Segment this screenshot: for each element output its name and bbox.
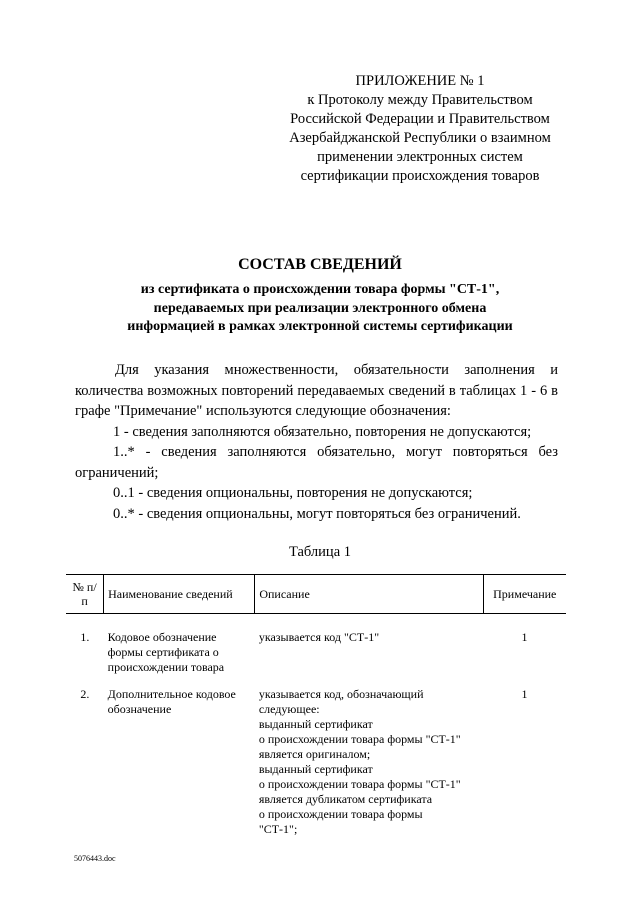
- file-name-footer: 5076443.doc: [74, 854, 116, 863]
- subtitle-line: передаваемых при реализации электронного обмена: [153, 300, 487, 316]
- description-line: является дубликатом сертификата: [258, 792, 433, 806]
- appendix-line: сертификации происхождения товаров: [300, 168, 540, 184]
- intro-section: [75, 360, 558, 524]
- description-line: "СТ-1";: [258, 822, 298, 836]
- legend-item: 1 - сведения заполняются обязательно, повторения не допускаются;: [113, 423, 532, 440]
- appendix-line: Российской Федерации и Правительством: [290, 111, 550, 127]
- description-line: указывается код, обозначающий: [258, 687, 424, 701]
- header-num: № п/п: [66, 575, 104, 614]
- appendix-line: к Протоколу между Правительством: [307, 92, 533, 108]
- row-name: Дополнительное кодовое обозначение: [107, 687, 236, 716]
- legend-item: 0..1 - сведения опциональны, повторения не допускаются;: [113, 485, 473, 501]
- table-caption: Таблица 1: [288, 544, 351, 560]
- table-header-row: [66, 575, 566, 614]
- header-name: Наименование сведений: [104, 575, 255, 614]
- appendix-header: [270, 72, 570, 186]
- table-row: [66, 675, 566, 837]
- legend-item: 0..* - сведения опциональны, могут повторяться без ограничений.: [113, 505, 521, 522]
- subtitle-line: из сертификата о происхождении товара формы "СТ-1",: [140, 282, 500, 297]
- description-line: о происхождении товара формы: [258, 807, 423, 821]
- row-num: 1.: [80, 630, 90, 644]
- row-description: [255, 614, 483, 676]
- row-description: [255, 675, 483, 837]
- description-line: указывается код "СТ-1": [258, 630, 380, 644]
- description-line: выданный сертификат: [258, 717, 373, 731]
- row-num: 2.: [80, 687, 90, 701]
- intro-paragraph: Для указания множественности, обязательности заполнения и количества возможных повторений передаваемых сведений в таблицах 1 - 6 в графе "Примечание" используются следующие обозначения:: [75, 362, 558, 419]
- appendix-line: применении электронных систем: [317, 149, 523, 165]
- row-name: Кодовое обозначение формы сертификата о происхождении товара: [107, 630, 225, 674]
- row-note: 1: [521, 687, 528, 701]
- appendix-line: Азербайджанской Республики о взаимном: [289, 130, 551, 146]
- table-row: [66, 614, 566, 676]
- description-line: является оригиналом;: [258, 747, 371, 761]
- data-table: [66, 574, 566, 837]
- description-line: следующее:: [258, 702, 320, 716]
- document-title: СОСТАВ СВЕДЕНИЙ: [238, 256, 402, 273]
- description-line: о происхождении товара формы "СТ-1": [258, 732, 461, 746]
- subtitle-line: информацией в рамках электронной системы сертификации: [127, 319, 513, 334]
- legend-item: 1..* - сведения заполняются обязательно, могут повторяться без ограничений;: [75, 444, 558, 481]
- header-description: Описание: [255, 575, 483, 614]
- document-subtitle: [0, 281, 640, 337]
- header-note: Примечание: [483, 575, 566, 614]
- appendix-line: ПРИЛОЖЕНИЕ № 1: [355, 73, 485, 89]
- row-note: 1: [521, 630, 528, 644]
- description-line: о происхождении товара формы "СТ-1": [258, 777, 461, 791]
- description-line: выданный сертификат: [258, 762, 373, 776]
